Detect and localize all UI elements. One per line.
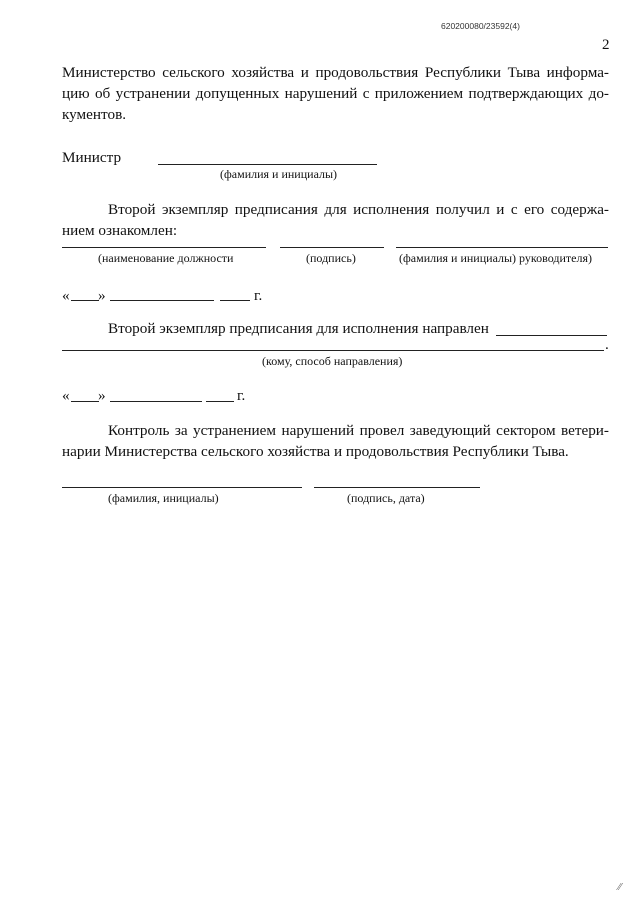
sent-caption: (кому, способ направления) xyxy=(262,354,403,368)
received-year-line xyxy=(220,300,250,301)
page-number: 2 xyxy=(602,37,610,53)
intro-paragraph xyxy=(62,62,609,125)
sent-trailing-dot: . xyxy=(605,336,609,353)
sent-recipient-line-b xyxy=(62,350,604,351)
control-line-2: нарии Министерства сельского хозяйства и продовольствия Республики Тыва. xyxy=(62,443,569,460)
intro-line-1: Министерство сельского хозяйства и продовольствия Республики Тыва информа- xyxy=(62,64,609,81)
sent-day-line xyxy=(71,401,99,402)
minister-label: Министр xyxy=(62,149,122,166)
document-id: 620200080/23592(4) xyxy=(441,21,520,31)
intro-line-3: кументов. xyxy=(62,106,127,123)
received-line-2: нием ознакомлен: xyxy=(62,222,178,239)
name-field-line xyxy=(396,247,608,248)
sent-year-suffix: г. xyxy=(237,387,246,404)
sent-date-open-quote: « xyxy=(62,387,70,404)
sent-recipient-line-a xyxy=(496,335,607,336)
position-caption: (наименование должности xyxy=(98,251,234,265)
minister-signature-line xyxy=(158,164,377,165)
corner-scan-mark: ⁄⁄ xyxy=(618,882,622,893)
position-field-line xyxy=(62,247,266,248)
control-name-caption: (фамилия, инициалы) xyxy=(108,491,219,505)
control-signature-caption: (подпись, дата) xyxy=(347,491,425,505)
sent-date-close-quote: » xyxy=(98,387,106,404)
received-day-line xyxy=(71,300,99,301)
received-paragraph xyxy=(62,199,609,241)
control-paragraph xyxy=(62,420,609,462)
received-date-close-quote: » xyxy=(98,287,106,304)
received-line-1: Второй экземпляр предписания для исполнения получил и с его содержа- xyxy=(108,201,609,218)
received-month-line xyxy=(110,300,214,301)
received-date-open-quote: « xyxy=(62,287,70,304)
sent-month-line xyxy=(110,401,202,402)
sent-year-line xyxy=(206,401,234,402)
control-line-1: Контроль за устранением нарушений провел заведующий сектором ветери- xyxy=(108,422,609,439)
control-name-line xyxy=(62,487,302,488)
signature-field-line xyxy=(280,247,384,248)
received-year-suffix: г. xyxy=(254,287,263,304)
signature-caption: (подпись) xyxy=(306,251,356,265)
intro-line-2: цию об устранении допущенных нарушений с приложением подтверждающих до- xyxy=(62,85,609,102)
name-caption: (фамилия и инициалы) руководителя) xyxy=(399,251,592,265)
minister-caption: (фамилия и инициалы) xyxy=(220,167,338,181)
sent-line-1: Второй экземпляр предписания для исполнения направлен xyxy=(108,320,489,337)
control-signature-line xyxy=(314,487,480,488)
